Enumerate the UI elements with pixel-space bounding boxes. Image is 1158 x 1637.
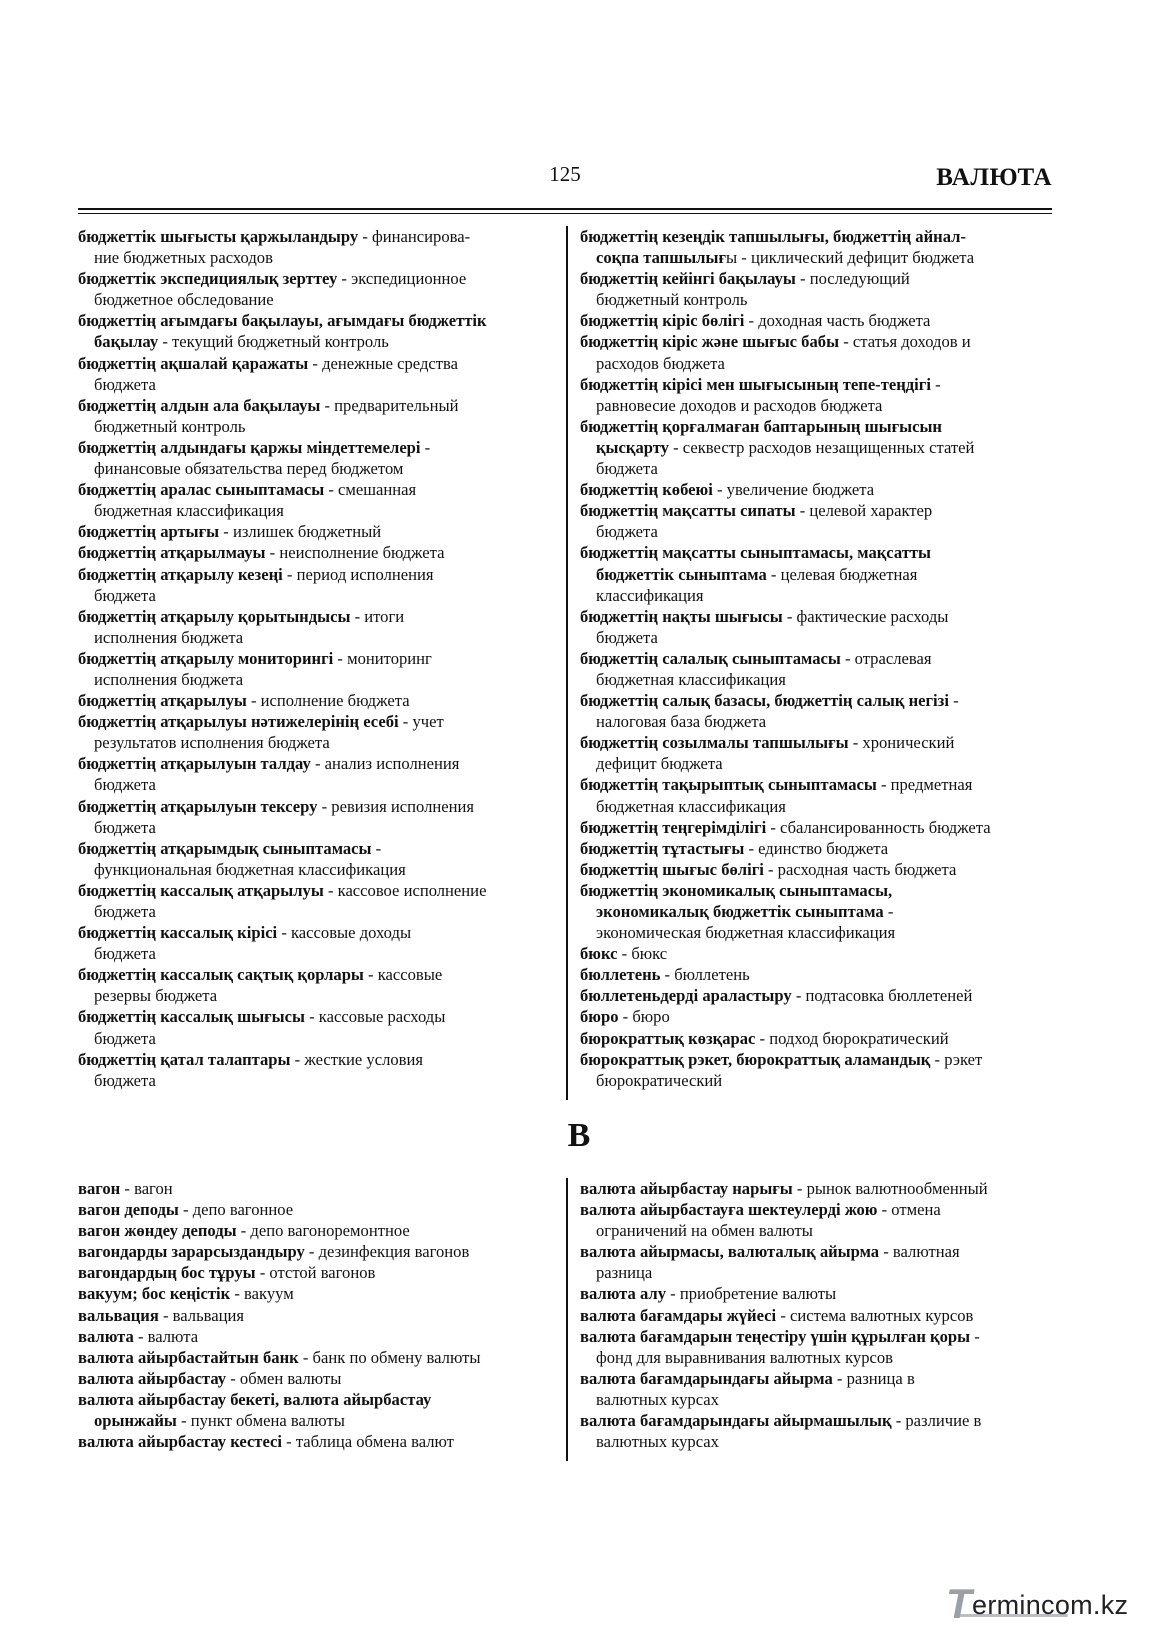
right-column <box>580 1178 1052 1452</box>
dictionary-section-b-cyrillic <box>78 226 1052 1100</box>
entry-term: бюджеттің кезеңдік тапшылығы, бюджеттің айнал- <box>580 227 966 246</box>
dictionary-entry: бюджеттің кейінгі бақылауы - последующий бюджетный контроль <box>580 269 910 310</box>
entry-term: бюджеттің атқарылуын тексеру <box>78 796 318 816</box>
dictionary-entry: бюкс - бюкс <box>580 944 668 964</box>
entry-term: экономикалық бюджеттік сыныптама <box>596 902 884 921</box>
dictionary-entry: бюджеттің атқарылуы - исполнение бюджета <box>78 691 410 711</box>
dictionary-entry: бюджеттің созылмалы тапшылығы - хронический дефицит бюджета <box>580 733 955 774</box>
dictionary-entry: бюджеттің нақты шығысы - фактические расходы бюджета <box>580 606 949 647</box>
dictionary-entry: валюта айырбастау бекеті, валюта айырбастау орынжайы - пункт обмена валюты <box>78 1389 432 1431</box>
entry-term: бюджеттің тұтастығы <box>580 838 745 858</box>
entry-term: бюро <box>580 1007 619 1027</box>
dictionary-entry: бюджеттің кассалық атқарылуы - кассовое исполнение бюджета <box>78 880 487 921</box>
dictionary-entry: вакуум; бос кеңістік - вакуум <box>78 1284 294 1304</box>
entry-term: вагон <box>78 1179 121 1198</box>
dictionary-entry: бюджеттік экспедициялық зерттеу - экспедиционное бюджетное обследование <box>78 269 467 310</box>
entry-term: бюллетень <box>580 965 661 985</box>
entry-term: вагондардың бос тұруы <box>78 1263 256 1283</box>
dictionary-entry: бюджеттің салық базасы, бюджеттің салық негізі - налоговая база бюджета <box>580 691 959 732</box>
entry-term: вагон деподы <box>78 1200 179 1220</box>
logo-text: ermincom.kz <box>972 1590 1129 1620</box>
entry-term: бюджеттің мақсатты сипаты <box>580 501 796 521</box>
entry-term: бюджеттің кассалық сақтық қорлары <box>78 965 364 985</box>
entry-term: бюджеттің атқарылмауы <box>78 543 266 563</box>
entry-term: валюта айырбастау <box>78 1368 227 1388</box>
entry-term: бюджеттік сыныптама <box>596 564 767 584</box>
dictionary-section-v <box>78 1178 1052 1461</box>
dictionary-entry: бюджеттің кіріс және шығыс бабы - статья доходов и расходов бюджета <box>580 332 971 373</box>
page-number: 125 <box>549 162 581 186</box>
dictionary-entry: бюджеттің мақсатты сыныптамасы, мақсатты бюджеттік сыныптама - целевая бюджетная классификация <box>580 543 932 605</box>
entry-term: валюта бағамдарындағы айырма <box>580 1368 833 1388</box>
dictionary-entry: бюджеттің шығыс бөлігі - расходная часть бюджета <box>580 859 957 879</box>
entry-term: бюджеттің шығыс бөлігі <box>580 859 764 879</box>
dictionary-entry: валюта айырбастау - обмен валюты <box>78 1368 342 1388</box>
entry-term: бюджеттің атқарылуын талдау <box>78 754 311 774</box>
entry-term: бюджеттің аралас сыныптамасы <box>78 480 325 500</box>
entry-term: вагон жөндеу деподы <box>78 1221 237 1241</box>
entry-term: бюджеттің ағымдағы бақылауы, ағымдағы бюджеттік <box>78 311 487 331</box>
dictionary-entry: валюта айырбастау кестесі - таблица обмена валют <box>78 1432 454 1452</box>
dictionary-entry: валюта айырмасы, валюталық айырма - валютная разница <box>580 1242 960 1283</box>
logo-mark: T <box>946 1580 972 1627</box>
entry-term: бюкс <box>580 944 618 964</box>
dictionary-entry: бюджеттің кіріс бөлігі - доходная часть бюджета <box>580 311 931 331</box>
entry-term: валюта айырбастау нарығы <box>580 1179 793 1198</box>
entry-term: бюджеттің экономикалық сыныптамасы, <box>580 880 893 900</box>
entry-term: бюджеттің ақшалай қаражаты <box>78 353 309 373</box>
entry-term: валюта бағамдарындағы айырмашылық <box>580 1411 892 1431</box>
dictionary-entry: бюджеттің алдындағы қаржы міндеттемелері - финансовые обязательства перед бюджетом <box>78 437 431 479</box>
entry-term: бюджеттің атқарылу қорытындысы <box>78 606 351 626</box>
entry-term: бюджеттің нақты шығысы <box>580 606 783 626</box>
dictionary-entry: бюрократтық рэкет, бюрократтық аламандық - рэкет бюрократический <box>580 1049 983 1090</box>
entry-term: бюджеттің қатал талаптары <box>78 1049 291 1069</box>
dictionary-entry: бюджеттің ағымдағы бақылауы, ағымдағы бюджеттік бақылау - текущий бюджетный контроль <box>78 311 487 352</box>
entry-term: бюджеттің теңгерімділігі <box>580 817 767 837</box>
dictionary-entry: валюта - валюта <box>78 1326 199 1346</box>
dictionary-entry: валюта бағамдарындағы айырма - разница в валютных курсах <box>580 1368 915 1409</box>
entry-term: бюджеттің артығы <box>78 522 220 542</box>
dictionary-entry: бюджеттің атқарылуын тексеру - ревизия исполнения бюджета <box>78 796 475 837</box>
page-header <box>78 160 1052 196</box>
dictionary-entry: валюта алу - приобретение валюты <box>580 1284 837 1304</box>
entry-term: бюджеттің алдындағы қаржы міндеттемелері <box>78 437 421 457</box>
dictionary-entry: валюта бағамдары жүйесі - система валютных курсов <box>580 1305 974 1325</box>
dictionary-entry: бюллетень - бюллетень <box>580 965 750 985</box>
dictionary-entry: вагон деподы - депо вагонное <box>78 1200 294 1220</box>
dictionary-entry: бюджеттің атқарылуы нәтижелерінің есебі - учет результатов исполнения бюджета <box>78 712 444 753</box>
entry-term: валюта <box>78 1326 134 1346</box>
dictionary-entry: бюджеттің атқарылу қорытындысы - итоги исполнения бюджета <box>78 606 405 647</box>
entry-term: орынжайы <box>94 1411 177 1431</box>
column-divider <box>566 226 568 1100</box>
entry-term: бюджеттің кейінгі бақылауы <box>580 269 796 289</box>
entry-term: бюджеттің қорғалмаған баптарының шығысын <box>580 416 942 436</box>
dictionary-entry: бюджеттік шығысты қаржыландыру - финансирова- ние бюджетных расходов <box>78 227 471 268</box>
dictionary-entry: вагондарды зарарсыздандыру - дезинфекция вагонов <box>78 1242 470 1262</box>
dictionary-entry: бюджеттің қатал талаптары - жесткие условия бюджета <box>78 1049 424 1090</box>
dictionary-entry: бюджеттің атқарылуын талдау - анализ исполнения бюджета <box>78 754 460 795</box>
dictionary-entry: бюджеттің кассалық сақтық қорлары - кассовые резервы бюджета <box>78 965 443 1006</box>
entry-term: бақылау <box>94 332 159 352</box>
entry-term: бюрократтық рэкет, бюрократтық аламандық <box>580 1049 931 1069</box>
entry-term: бюджеттің кіріс және шығыс бабы <box>580 332 840 352</box>
dictionary-entry: бюджеттің экономикалық сыныптамасы, экономикалық бюджеттік сыныптама - экономическая бюджетная классификация <box>580 880 896 943</box>
entry-term: валюта айырмасы, валюталық айырма <box>580 1242 880 1262</box>
section-letter-heading: В <box>567 1117 591 1154</box>
entry-term: бюджеттің кассалық шығысы <box>78 1007 305 1027</box>
dictionary-entry: бюджеттің атқарымдық сыныптамасы - функциональная бюджетная классификация <box>78 838 406 879</box>
dictionary-entry: бюджеттің қорғалмаған баптарының шығысын қысқарту - секвестр расходов незащищенных статей бюджета <box>580 416 975 479</box>
entry-term: бюджеттің кірісі мен шығысының тепе-теңдігі <box>580 374 931 394</box>
dictionary-entry: бюрократтық көзқарас - подход бюрократический <box>580 1028 949 1048</box>
dictionary-entry: валюта айырбастайтын банк - банк по обмену валюты <box>78 1347 481 1367</box>
dictionary-entry: валюта айырбастау нарығы - рынок валютнообменный <box>580 1179 988 1198</box>
entry-term: бюллетеньдерді араластыру <box>580 986 792 1006</box>
dictionary-entry: бюджеттің тұтастығы - единство бюджета <box>580 838 889 858</box>
entry-term: соқпа тапшылығ <box>596 248 726 268</box>
entry-term: вальвация <box>78 1305 159 1325</box>
entry-term: бюджеттің кіріс бөлігі <box>580 311 745 331</box>
entry-term: бюджеттің атқарылуы <box>78 691 247 711</box>
entry-term: бюджеттің көбеюі <box>580 480 713 500</box>
entry-term: бюрократтық көзқарас <box>580 1028 756 1048</box>
dictionary-entry: бюджеттің алдын ала бақылауы - предварительный бюджетный контроль <box>78 395 459 436</box>
dictionary-entry: бюджеттің кассалық кірісі - кассовые доходы бюджета <box>78 923 412 964</box>
entry-term: бюджеттің салалық сыныптамасы <box>580 648 841 668</box>
dictionary-entry: бюджеттің теңгерімділігі - сбалансированность бюджета <box>580 817 991 837</box>
dictionary-entry: бюджеттің атқарылмауы - неисполнение бюджета <box>78 543 445 563</box>
entry-term: вакуум; бос кеңістік <box>78 1284 231 1304</box>
dictionary-entry: бюджеттің кірісі мен шығысының тепе-теңдігі - равновесие доходов и расходов бюджета <box>580 374 941 415</box>
dictionary-entry: бюджеттің тақырыптық сыныптамасы - предметная бюджетная классификация <box>580 775 973 816</box>
entry-term: бюджеттің атқарылу кезеңі <box>78 564 283 584</box>
entry-term: валюта алу <box>580 1284 667 1304</box>
entry-term: бюджеттік экспедициялық зерттеу <box>78 269 338 289</box>
dictionary-entry: вальвация - вальвация <box>78 1305 245 1325</box>
entry-term: бюджеттің тақырыптық сыныптамасы <box>580 775 877 795</box>
dictionary-entry: валюта бағамдарындағы айырмашылық - различие в валютных курсах <box>580 1411 982 1452</box>
dictionary-entry: вагон жөндеу деподы - депо вагоноремонтное <box>78 1221 410 1241</box>
dictionary-entry: валюта бағамдарын теңестіру үшін құрылған қоры - фонд для выравнивания валютных курсов <box>580 1326 980 1367</box>
left-column <box>78 226 552 1091</box>
left-column <box>78 1178 552 1452</box>
dictionary-entry: бюджеттің атқарылу кезеңі - период исполнения бюджета <box>78 564 434 605</box>
header-rule <box>78 208 1052 210</box>
entry-term: валюта айырбастау бекеті, валюта айырбастау <box>78 1389 432 1409</box>
entry-term: бюджеттің созылмалы тапшылығы <box>580 733 849 753</box>
entry-term: вагондарды зарарсыздандыру <box>78 1242 305 1262</box>
entry-term: валюта бағамдарын теңестіру үшін құрылған қоры <box>580 1326 971 1346</box>
entry-term: валюта айырбастайтын банк <box>78 1347 299 1367</box>
entry-term: бюджеттің салық базасы, бюджеттің салық негізі <box>580 691 949 711</box>
dictionary-entry: вагон - вагон <box>78 1179 173 1198</box>
column-divider <box>566 1178 568 1461</box>
termincom-logo <box>946 1580 1146 1627</box>
entry-term: бюджеттің атқарылуы нәтижелерінің есебі <box>78 712 399 732</box>
entry-term: валюта айырбастауға шектеулерді жою <box>580 1200 878 1220</box>
dictionary-entry: бюджеттің салалық сыныптамасы - отраслевая бюджетная классификация <box>580 648 932 689</box>
dictionary-entry: бюджеттің артығы - излишек бюджетный <box>78 522 382 542</box>
entry-term: бюджеттің кассалық кірісі <box>78 923 278 943</box>
dictionary-entry: бюджеттің кезеңдік тапшылығы, бюджеттің айнал- соқпа тапшылығы - циклический дефицит бюджета <box>580 227 975 268</box>
entry-term: бюджеттің атқарымдық сыныптамасы <box>78 838 372 858</box>
dictionary-entry: валюта айырбастауға шектеулерді жою - отмена ограничений на обмен валюты <box>580 1200 941 1241</box>
entry-term: бюджеттің мақсатты сыныптамасы, мақсатты <box>580 543 932 563</box>
dictionary-entry: вагондардың бос тұруы - отстой вагонов <box>78 1263 376 1283</box>
dictionary-entry: бюро - бюро <box>580 1007 670 1027</box>
dictionary-entry: бюджеттің атқарылу мониторингі - мониторинг исполнения бюджета <box>78 648 432 689</box>
dictionary-entry: бюджеттің ақшалай қаражаты - денежные средства бюджета <box>78 353 458 394</box>
dictionary-entry: бюджеттің кассалық шығысы - кассовые расходы бюджета <box>78 1007 446 1048</box>
entry-term: валюта бағамдары жүйесі <box>580 1305 777 1325</box>
dictionary-entry: бюджеттің аралас сыныптамасы - смешанная бюджетная классификация <box>78 480 417 521</box>
entry-term: бюджеттің атқарылу мониторингі <box>78 648 334 668</box>
running-head: ВАЛЮТА <box>936 164 1052 191</box>
entry-term: қысқарту <box>596 437 669 457</box>
entry-term: бюджеттік шығысты қаржыландыру <box>78 227 359 246</box>
header-rule-thin <box>78 213 1052 214</box>
entry-term: бюджеттің кассалық атқарылуы <box>78 880 324 900</box>
right-column <box>580 226 1052 1091</box>
entry-term: бюджеттің алдын ала бақылауы <box>78 395 321 415</box>
dictionary-entry: бюджеттің көбеюі - увеличение бюджета <box>580 480 875 500</box>
entry-term: валюта айырбастау кестесі <box>78 1432 283 1452</box>
dictionary-entry: бюджеттің мақсатты сипаты - целевой характер бюджета <box>580 501 933 542</box>
dictionary-entry: бюллетеньдерді араластыру - подтасовка бюллетеней <box>580 986 973 1006</box>
